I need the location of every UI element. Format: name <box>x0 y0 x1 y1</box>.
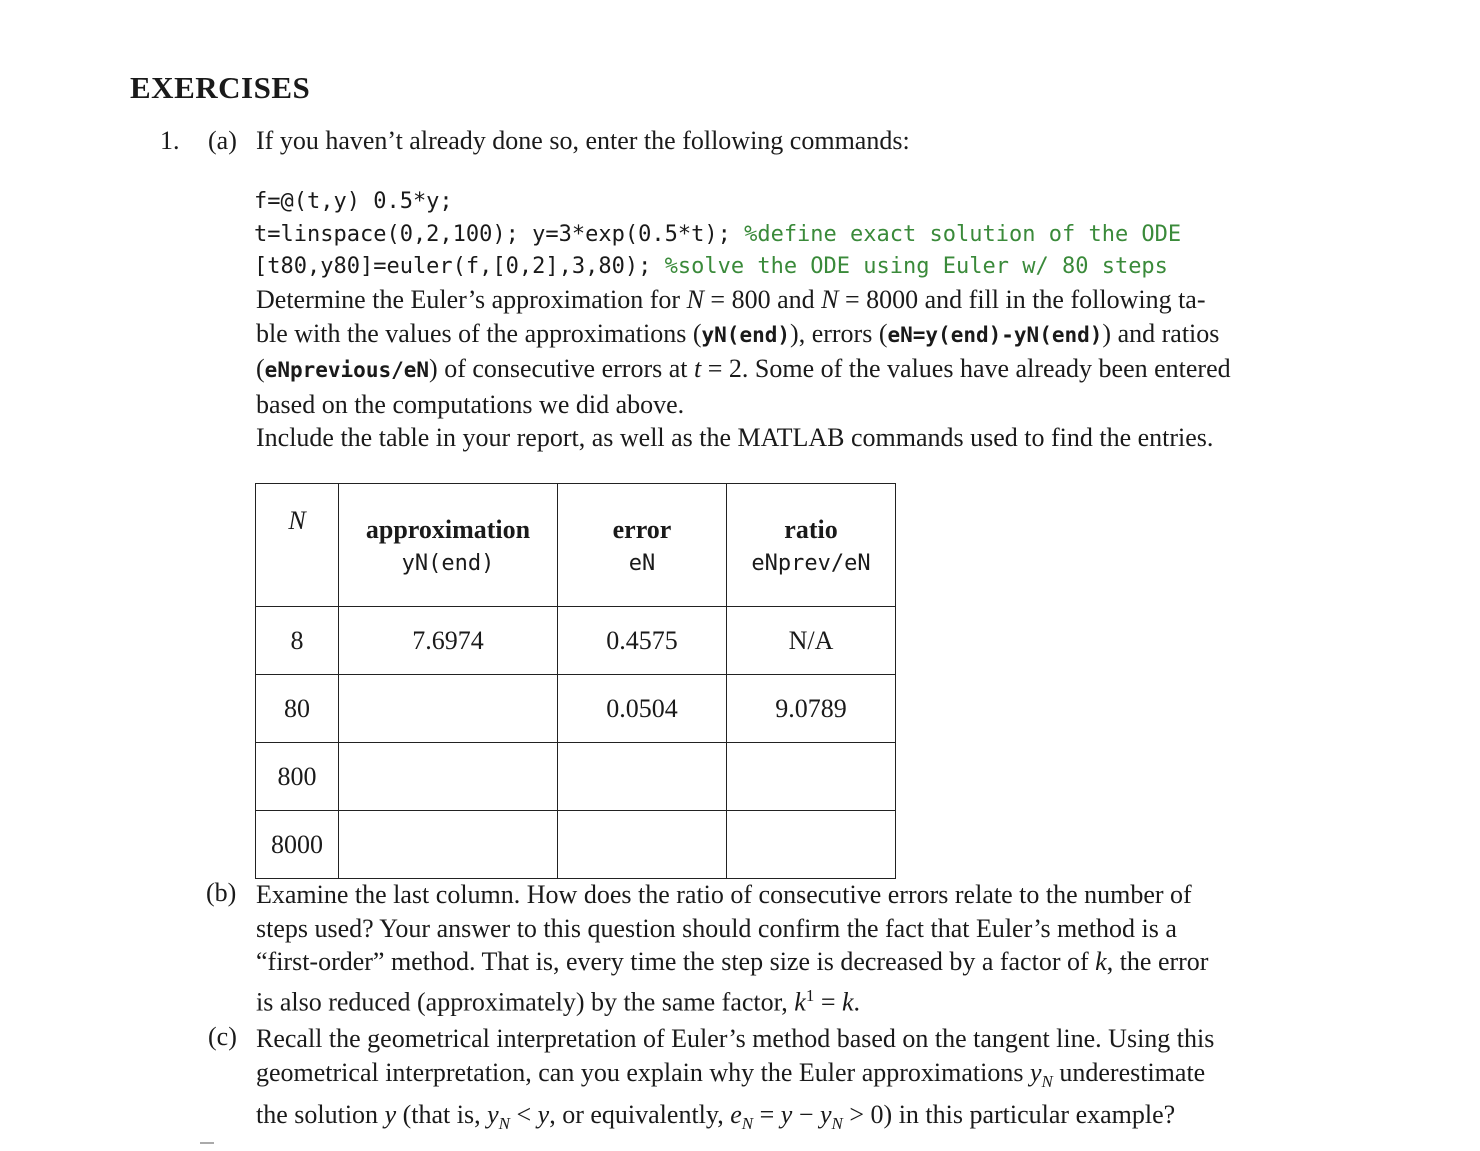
instr-line-1: Determine the Euler’s approximation for N = 800 and N = 8000 and fill in the following ta- <box>256 285 1206 314</box>
code-comment: %define exact solution of the ODE <box>744 221 1182 247</box>
part-c-label: (c) <box>208 1022 237 1051</box>
part-a-instructions <box>256 283 1376 455</box>
cell-approximation <box>339 743 558 811</box>
part-a-label: (a) <box>208 126 237 155</box>
cell-ratio: N/A <box>727 607 896 675</box>
part-c-line-2: geometrical interpretation, can you explain why the Euler approximations $y_N$ underestimate <box>256 1057 1206 1091</box>
cell-n: 8 <box>256 607 339 675</box>
part-c-line-3: the solution y (that is, $y_N < y$, or equivalently, $e_N = y - y_N > 0$) in this particular example? <box>256 1100 1176 1134</box>
header-ratio: ratio eNprev/eN <box>727 484 896 607</box>
matlab-code-block <box>254 186 1181 284</box>
cell-error <box>558 743 727 811</box>
cell-n: 800 <box>256 743 339 811</box>
part-b-line-2: steps used? Your answer to this question should confirm the fact that Euler’s method is a <box>256 913 1177 943</box>
cell-error: 0.0504 <box>558 675 727 743</box>
instr-line-3: (eNprevious/eN) of consecutive errors at t = 2. Some of the values have already been entered <box>256 354 1231 383</box>
part-c-line-1: Recall the geometrical interpretation of Euler’s method based on the tangent line. Using this <box>256 1024 1215 1053</box>
part-b-text <box>256 878 1376 1019</box>
cell-approximation <box>339 811 558 879</box>
cut-off-text-fragment <box>200 1142 214 1150</box>
item-number: 1. <box>160 126 180 155</box>
cell-ratio: 9.0789 <box>727 675 896 743</box>
part-a-intro: If you haven’t already done so, enter the following commands: <box>256 126 910 155</box>
cell-approximation: 7.6974 <box>339 607 558 675</box>
table-header-row <box>256 484 896 607</box>
cell-n: 80 <box>256 675 339 743</box>
part-b-line-4: is also reduced (approximately) by the same factor, $k^1 = k$. <box>256 985 861 1017</box>
cell-ratio <box>727 743 896 811</box>
section-heading: EXERCISES <box>130 70 311 105</box>
header-error: error eN <box>558 484 727 607</box>
instr-line-2: ble with the values of the approximations (yN(end)), errors (eN=y(end)-yN(end)) and ratios <box>256 318 1220 348</box>
header-approximation: approximation yN(end) <box>339 484 558 607</box>
cell-n: 8000 <box>256 811 339 879</box>
code-line-2: t=linspace(0,2,100); y=3*exp(0.5*t); %define exact solution of the ODE <box>254 221 1182 247</box>
cell-ratio <box>727 811 896 879</box>
table-row <box>256 811 896 879</box>
instr-line-4: based on the computations we did above. <box>256 389 685 419</box>
part-c-text <box>256 1022 1376 1141</box>
code-comment: %solve the ODE using Euler w/ 80 steps <box>664 254 1168 279</box>
cell-error <box>558 811 727 879</box>
cell-approximation <box>339 675 558 743</box>
table-row <box>256 743 896 811</box>
part-b-line-1: Examine the last column. How does the ratio of consecutive errors relate to the number of <box>256 880 1192 909</box>
table-row <box>256 675 896 743</box>
part-b-line-3: “first-order” method. That is, every time the step size is decreased by a factor of k, the error <box>256 947 1209 976</box>
results-table <box>255 483 896 879</box>
header-n: N <box>256 484 339 607</box>
part-b-label: (b) <box>206 878 237 907</box>
code-line-1: f=@(t,y) 0.5*y; <box>254 189 453 214</box>
instr-line-5: Include the table in your report, as well as the MATLAB commands used to find the entries. <box>256 423 1214 452</box>
code-line-3: [t80,y80]=euler(f,[0,2],3,80); %solve the ODE using Euler w/ 80 steps <box>254 254 1168 279</box>
cell-error: 0.4575 <box>558 607 727 675</box>
table-row <box>256 607 896 675</box>
